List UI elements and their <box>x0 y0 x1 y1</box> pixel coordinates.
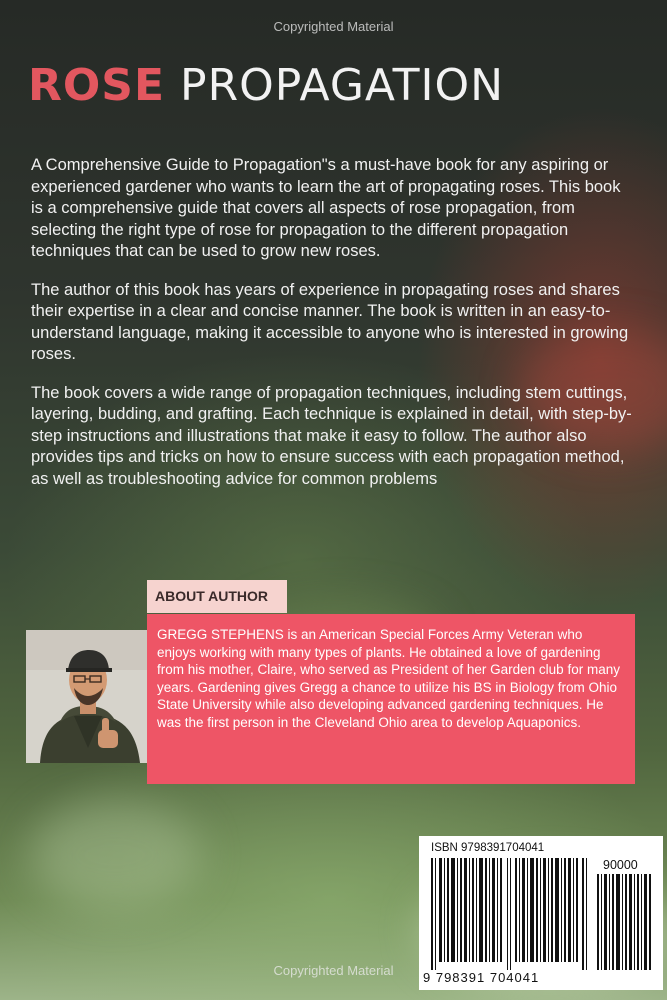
description-paragraph-1: A Comprehensive Guide to Propagation"s a must-have book for any aspiring or experienced gardener who wants to learn the art of propagating roses. This book is a comprehensive guide that covers all aspects of rose propagation, from selecting the right type of rose for propagation to the different propagation techniques that can be used to grow new roses. <box>31 156 621 260</box>
barcode-addon-icon <box>597 874 653 970</box>
title-word-rose: ROSE <box>28 60 166 111</box>
title-word-propagation: PROPAGATION <box>180 60 504 111</box>
author-portrait-image <box>26 630 148 763</box>
watermark-bottom: Copyrighted Material <box>273 963 394 978</box>
description-block <box>31 155 636 507</box>
watermark-top: Copyrighted Material <box>273 19 394 34</box>
description-paragraph-3: The book covers a wide range of propagation techniques, including stem cuttings, layering, budding, and grafting. Each technique is explained in detail, with step-by-step instructions and illustrations that make it easy to follow. The author also provides tips and tricks on how to ensure success with each propagation method, as well as troubleshooting advice for common problems <box>31 383 632 488</box>
isbn-label: ISBN 9798391704041 <box>431 842 545 854</box>
barcode-digits: 9 798391 704041 <box>423 970 540 985</box>
book-title <box>28 60 504 111</box>
description-paragraph-2: The author of this book has years of experience in propagating roses and shares their expertise in a clear and concise manner. The book is written in an easy-to-understand language, making it accessible to anyone who is interested in growing roses. <box>31 280 629 363</box>
about-author-heading: ABOUT AUTHOR <box>147 580 287 613</box>
price-code: 90000 <box>603 858 638 872</box>
leaf-bokeh-left <box>30 800 200 910</box>
barcode-main-icon <box>431 858 591 970</box>
author-photo <box>26 630 148 763</box>
author-bio: GREGG STEPHENS is an American Special Forces Army Veteran who enjoys working with many types of plants. He obtained a love of gardening from his mother, Claire, who served as President of her Garden club for many years. Gardening gives Gregg a chance to utilize his BS in Biology from Ohio State University while also developing advanced gardening techniques. He was the first person in the Cleveland Ohio area to develop Aquaponics. <box>147 614 635 784</box>
